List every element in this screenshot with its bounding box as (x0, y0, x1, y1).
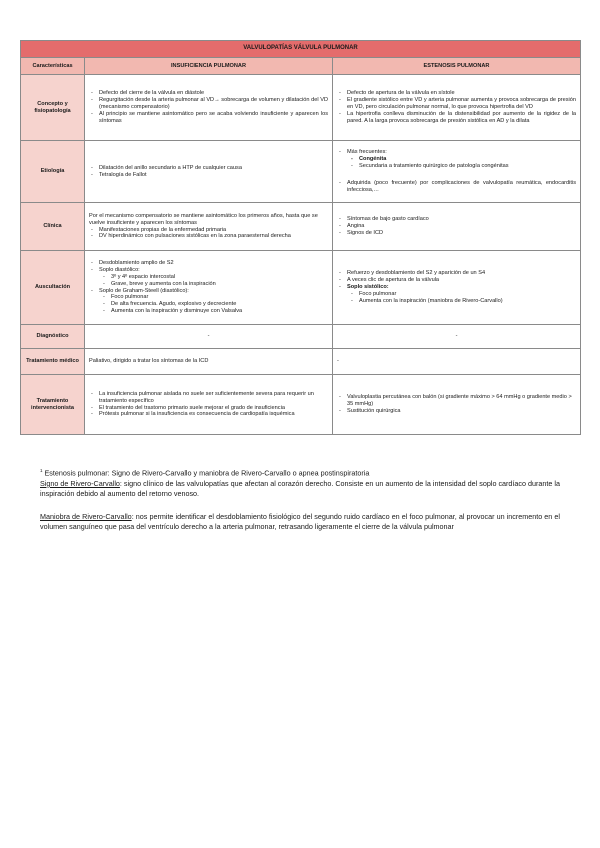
list-item: - Al principio se mantiene asintomático pero se acaba volviendo insuficiente y aparecen los síntomas (99, 111, 328, 125)
footnote-text: Estenosis pulmonar: Signo de Rivero-Carvallo y maniobra de Rivero-Carvallo o apnea postinspiratoria (44, 468, 370, 478)
cell-diagnostico-est: - (333, 325, 581, 349)
row-label-intervencionista: Tratamiento intervencionista (21, 375, 85, 435)
cell-concepto-ins (85, 75, 333, 141)
cell-etiologia-ins (85, 141, 333, 203)
footnote-maniobra (40, 512, 560, 533)
cell-intervencion-ins (85, 375, 333, 435)
row-label-diagnostico: Diagnóstico (21, 325, 85, 349)
list-item: - Valvuloplastia percutánea con balón (si gradiente máximo > 64 mmHg o gradiente medio > 35 mmHg) (347, 394, 576, 408)
list-item: - Dilatación del anillo secundario a HTP de cualquier causa (99, 165, 328, 172)
cell-medico-est: - (333, 349, 581, 375)
table-title: VALVULOPATÍAS VÁLVULA PULMONAR (21, 41, 581, 58)
maniobra-text: : nos permite identificar el desdoblamiento fisiológico del segundo ruido cardíaco en el foco pulmonar, al provocar un incremento en el volumen sanguíneo que pasa del ventrículo derecho a la arteria pulmonar, retrasando ligeramente el cierre de la válvula pulmonar (40, 511, 560, 532)
cell-etiologia-est (333, 141, 581, 203)
list-item (347, 284, 576, 305)
footnote-signo (40, 479, 560, 500)
row-label-etiologia: Etiología (21, 141, 85, 203)
row-label-medico: Tratamiento médico (21, 349, 85, 375)
row-label-auscultacion: Auscultación (21, 251, 85, 325)
list-item: - Adquirida (poco frecuente) por complicaciones de valvulopatía reumática, endocarditis infecciosa,… (347, 180, 576, 194)
list-item: - Defecto del cierre de la válvula en diástole (99, 90, 328, 97)
list-item: - Desdoblamiento amplio de S2 (99, 260, 328, 267)
header-estenosis: ESTENOSIS PULMONAR (333, 58, 581, 75)
footnote-line1 (40, 468, 560, 479)
cell-auscultacion-est (333, 251, 581, 325)
list-item: - Prótesis pulmonar si la insuficiencia es consecuencia de cardiopatía isquémica (99, 411, 328, 418)
list-item: - Sustitución quirúrgica (347, 408, 576, 415)
row-label-concepto: Concepto y fisiopatología (21, 75, 85, 141)
cell-clinica-est (333, 203, 581, 251)
list-item-title: Soplo sistólico: (347, 284, 389, 290)
list-item: - Foco pulmonar (111, 294, 328, 301)
cell-medico-ins: Paliativo, dirigido a tratar los síntomas de la ICD (85, 349, 333, 375)
footnotes (40, 468, 560, 533)
maniobra-label: Maniobra de Rivero-Carvallo (40, 511, 132, 521)
signo-text: : signo clínico de las valvulopatías que afectan al corazón derecho. Consiste en un aumento de la intensidad del soplo cardíaco durante la inspiración debido al aumento del retorno venoso. (40, 478, 560, 499)
list-item: - Signos de ICD (347, 230, 576, 237)
list-item: - Aumenta con la inspiración (maniobra de Rivero-Carvallo) (359, 298, 576, 305)
list-item: - El tratamiento del trastorno primario suele mejorar el grado de insuficiencia (99, 405, 328, 412)
list-item-title: Soplo diastólico: (99, 266, 140, 273)
list-item: - Defecto de apertura de la válvula en sístole (347, 90, 576, 97)
list-item: - Congénita (359, 156, 576, 163)
list-item: - Secundaria a tratamiento quirúrgico de patología congénitas (359, 163, 576, 170)
cell-concepto-est (333, 75, 581, 141)
list-item (99, 267, 328, 288)
row-label-clinica: Clínica (21, 203, 85, 251)
cell-intervencion-est (333, 375, 581, 435)
list-item: - Tetralogía de Fallot (99, 172, 328, 179)
clinica-intro: Por el mecanismo compensatorio se mantiene asintomático los primeros años, hasta que se vuelve insuficiente y aparecen los síntomas (89, 212, 318, 226)
signo-label: Signo de Rivero-Carvallo (40, 478, 120, 488)
list-item: - Síntomas de bajo gasto cardíaco (347, 216, 576, 223)
cell-diagnostico-ins: - (85, 325, 333, 349)
list-item (347, 149, 576, 170)
header-insuficiencia: INSUFICIENCIA PULMONAR (85, 58, 333, 75)
list-item: - Angina (347, 223, 576, 230)
cell-clinica-ins (85, 203, 333, 251)
list-item-title: Soplo de Graham-Steell (diastólico): (99, 287, 189, 294)
list-item: - El gradiente sistólico entre VD y arteria pulmonar aumenta y provoca sobrecarga de presión en VD, pero circulación pulmonar normal, lo que provoca hipertrofia del VD (347, 97, 576, 111)
list-item: - DV hiperdinámico con pulsaciones sistólicas en la zona paraesternal derecha (99, 233, 328, 240)
list-item: - Manifestaciones propias de la enfermedad primaria (99, 227, 328, 234)
list-item: - De alta frecuencia. Agudo, explosivo y decreciente (111, 301, 328, 308)
list-item: - A veces clic de apertura de la válvula (347, 277, 576, 284)
footnote-marker: 1 (40, 468, 43, 473)
list-item: - Foco pulmonar (359, 291, 576, 298)
list-item: - La hipertrofia conlleva disminución de la distensibilidad por aumento de la rigidez de la pared. A la larga provoca sobrecarga de presión sistólica en AD y la dilata (347, 111, 576, 125)
list-item: - Aumenta con la inspiración y disminuye con Valsalva (111, 308, 328, 315)
list-item-title: Más frecuentes: (347, 149, 387, 156)
list-item (99, 288, 328, 316)
list-item: - Grave, breve y aumenta con la inspiración (111, 281, 328, 288)
cell-auscultacion-ins (85, 251, 333, 325)
list-item: - 3º y 4º espacio intercostal (111, 274, 328, 281)
list-item: - Regurgitación desde la arteria pulmonar al VD→ sobrecarga de volumen y dilatación del VD (mecanismo compensatorio) (99, 97, 328, 111)
list-item: - La insuficiencia pulmonar aislada no suele ser suficientemente severa para requerir un tratamiento específico (99, 391, 328, 405)
header-characteristics: Características (21, 58, 85, 75)
list-item: - Refuerzo y desdoblamiento del S2 y aparición de un S4 (347, 270, 576, 277)
valvulopathy-table (20, 40, 581, 435)
